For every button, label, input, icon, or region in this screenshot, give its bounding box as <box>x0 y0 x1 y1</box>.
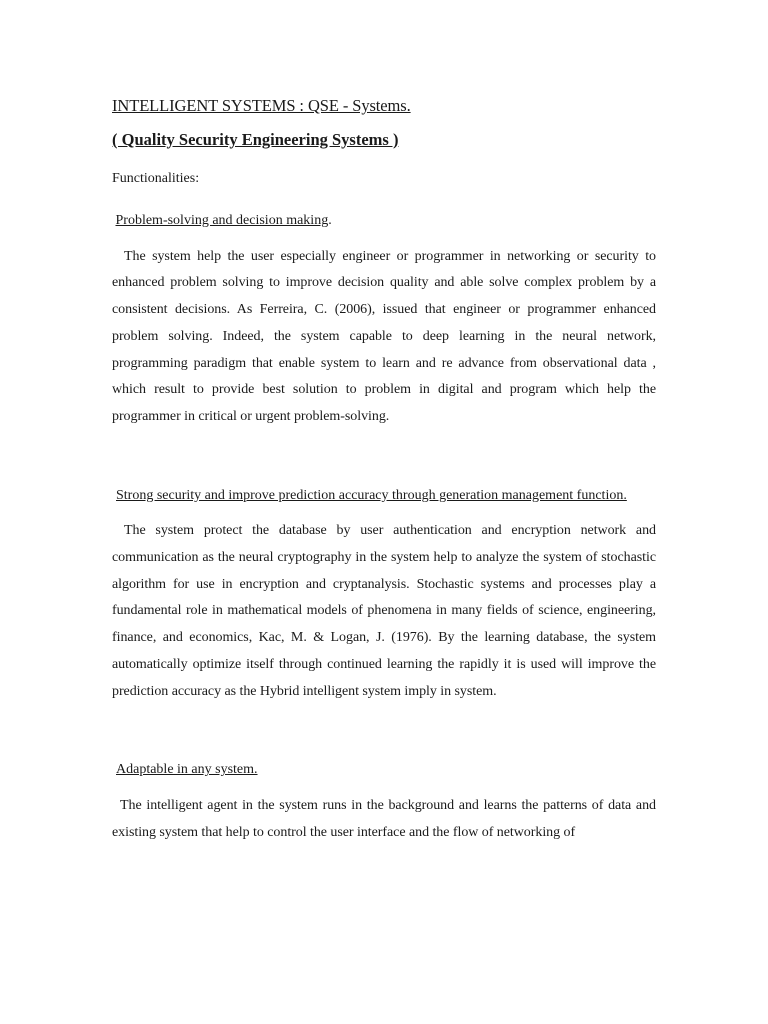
section-heading-text: Problem-solving and decision making <box>115 213 329 228</box>
section-body-adaptable: The intelligent agent in the system runs in the background and learns the patterns of data and existing system that help to control the user interface and the flow of networking of <box>112 797 656 840</box>
section-body-security: The system protect the database by user authentication and encryption network and communication as the neural cryptography in the system help to analyze the system of stochastic algorithm for use in encryption and cryptanalysis. Stochastic systems and processes play a fundamental role in mathematical models of phenomena in many fields of science, engineering, finance, and economics, Kac, M. & Logan, J. (1976). By the learning database, the system automatically optimize itself through continued learning the rapidly it is used will improve the prediction accuracy as the Hybrid intelligent system imply in system. <box>112 523 656 699</box>
document-content <box>112 96 656 846</box>
section-heading-text: Adaptable in any system. <box>116 762 258 778</box>
section-heading-adaptable <box>112 757 656 784</box>
section-heading-security <box>112 483 656 510</box>
functionalities-label: Functionalities: <box>112 171 200 186</box>
section-heading-suffix: . <box>328 213 332 228</box>
document-title: INTELLIGENT SYSTEMS : QSE - Systems. <box>112 96 411 115</box>
section-heading-text: Strong security and improve prediction accuracy through generation management function. <box>116 487 627 503</box>
section-heading-problem-solving <box>112 208 656 235</box>
document-subtitle: ( Quality Security Engineering Systems ) <box>112 130 399 149</box>
section-body-problem-solving: The system help the user especially engineer or programmer in networking or security to enhanced problem solving to improve decision quality and able solve complex problem by a consistent decisions. As Ferreira, C. (2006), issued that engineer or programmer enhanced problem solving. Indeed, the system capable to deep learning in the neural network, programming paradigm that enable system to learn and re advance from observational data , which result to provide best solution to problem in digital and program which help the programmer in critical or urgent problem-solving. <box>112 248 656 424</box>
